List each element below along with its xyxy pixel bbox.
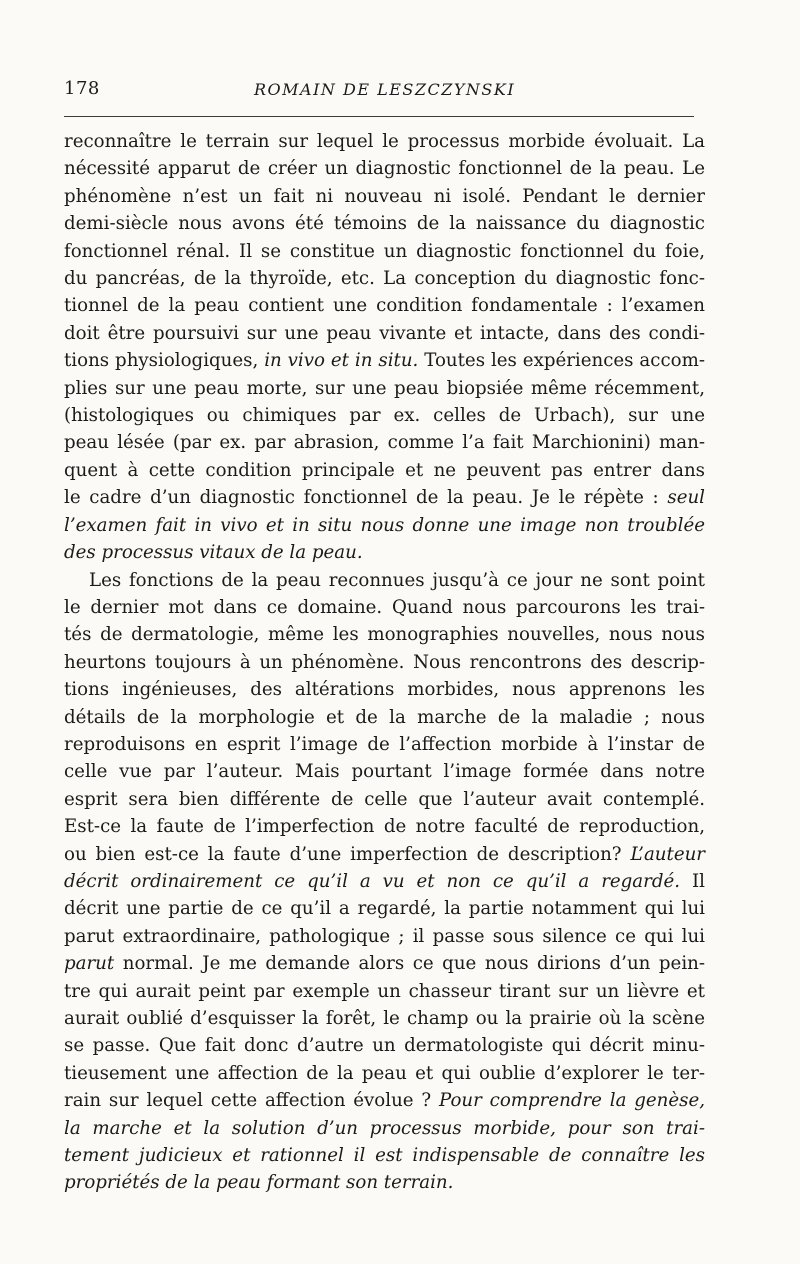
text-span: ou bien est-ce la faute d’une imperfection de description? bbox=[64, 843, 631, 865]
text-line: fonctionnel rénal. Il se constitue un diagnostic fonctionnel du foie, bbox=[64, 240, 705, 262]
page-number: 178 bbox=[64, 78, 100, 99]
text-line: se passe. Que fait donc d’autre un dermatologiste qui décrit minu- bbox=[64, 1035, 705, 1057]
text-line bbox=[64, 1115, 705, 1142]
text-line: tés de dermatologie, même les monographies nouvelles, nous nous bbox=[64, 624, 705, 646]
text-line bbox=[64, 950, 705, 977]
text-span: Il bbox=[680, 870, 705, 892]
text-line: reproduisons en esprit l’image de l’affection morbide à l’instar de bbox=[64, 733, 705, 755]
text-line: Les fonctions de la peau reconnues jusqu’à ce jour ne sont point bbox=[89, 569, 705, 591]
text-line bbox=[64, 539, 705, 566]
italic-span: seul bbox=[667, 487, 705, 509]
italic-span: tement judicieux et rationnel il est indispensable de connaître les bbox=[64, 1145, 705, 1167]
running-title: ROMAIN DE LESZCZYNSKI bbox=[254, 80, 516, 99]
text-span: tions physiologiques, bbox=[64, 350, 265, 372]
italic-span: in vivo et in situ. bbox=[264, 350, 419, 372]
text-line bbox=[64, 841, 705, 868]
text-line: tions ingénieuses, des altérations morbides, nous apprenons les bbox=[64, 679, 705, 701]
text-line bbox=[64, 868, 705, 895]
text-line: le dernier mot dans ce domaine. Quand nous parcourons les trai- bbox=[64, 596, 705, 618]
text-line: tieusement une affection de la peau et qui oublie d’explorer le ter- bbox=[64, 1062, 705, 1084]
text-line: demi-siècle nous avons été témoins de la naissance du diagnostic bbox=[64, 213, 705, 235]
text-line bbox=[64, 347, 705, 374]
text-line: détails de la morphologie et de la marche de la maladie ; nous bbox=[64, 706, 705, 728]
italic-span: L’auteur bbox=[630, 843, 705, 865]
text-span: le cadre d’un diagnostic fonctionnel de la peau. Je le répète : bbox=[64, 487, 668, 509]
text-line: parut extraordinaire, pathologique ; il passe sous silence ce qui lui bbox=[64, 925, 705, 947]
italic-span: la marche et la solution d’un processus morbide, pour son trai- bbox=[64, 1117, 705, 1139]
text-line: heurtons toujours à un phénomène. Nous rencontrons des descrip- bbox=[64, 651, 705, 673]
body-text bbox=[64, 128, 705, 1197]
text-line: du pancréas, de la thyroïde, etc. La conception du diagnostic fonc- bbox=[64, 268, 705, 290]
text-line: décrit une partie de ce qu’il a regardé, la partie notamment qui lui bbox=[64, 898, 705, 920]
text-line bbox=[64, 1142, 705, 1169]
text-line: nécessité apparut de créer un diagnostic fonctionnel de la peau. Le bbox=[64, 158, 705, 180]
text-line: aurait oublié d’esquisser la forêt, le champ ou la prairie où la scène bbox=[64, 1008, 705, 1029]
text-line: (histologiques ou chimiques par ex. celles de Urbach), sur une bbox=[64, 405, 705, 427]
text-line bbox=[64, 512, 705, 539]
text-span: Toutes les expériences accom- bbox=[418, 350, 705, 372]
italic-span: propriétés de la peau formant son terrain. bbox=[64, 1172, 454, 1194]
text-line: esprit sera bien différente de celle que l’auteur avait contemplé. bbox=[64, 788, 705, 810]
text-line bbox=[64, 1087, 705, 1114]
text-line bbox=[64, 484, 705, 511]
header-rule bbox=[64, 116, 694, 117]
text-line: tre qui aurait peint par exemple un chasseur tirant sur un lièvre et bbox=[64, 980, 705, 1002]
text-span: rain sur lequel cette affection évolue ? bbox=[64, 1090, 439, 1112]
italic-span: l’examen fait in vivo et in situ nous donne une image non troublée bbox=[64, 514, 705, 536]
italic-span: parut bbox=[64, 953, 115, 975]
text-line: doit être poursuivi sur une peau vivante et intacte, dans des condi- bbox=[64, 322, 705, 344]
italic-span: Pour comprendre la genèse, bbox=[438, 1090, 705, 1112]
running-head bbox=[64, 78, 694, 108]
text-line bbox=[64, 1169, 705, 1196]
italic-span: des processus vitaux de la peau. bbox=[64, 542, 363, 564]
text-line: Est-ce la faute de l’imperfection de notre faculté de reproduction, bbox=[64, 816, 705, 838]
italic-span: décrit ordinairement ce qu’il a vu et non ce qu’il a regardé. bbox=[64, 870, 681, 892]
text-line: peau lésée (par ex. par abrasion, comme l’a fait Marchionini) man- bbox=[64, 432, 705, 454]
text-line: reconnaître le terrain sur lequel le processus morbide évoluait. La bbox=[64, 131, 705, 152]
text-span: normal. Je me demande alors ce que nous dirions d’un pein- bbox=[114, 953, 705, 975]
text-line: phénomène n’est un fait ni nouveau ni isolé. Pendant le dernier bbox=[64, 185, 705, 207]
text-line: celle vue par l’auteur. Mais pourtant l’image formée dans notre bbox=[64, 761, 705, 783]
text-line: plies sur une peau morte, sur une peau biopsiée même récemment, bbox=[64, 377, 705, 399]
text-line: tionnel de la peau contient une condition fondamentale : l’examen bbox=[64, 295, 705, 317]
text-line: quent à cette condition principale et ne peuvent pas entrer dans bbox=[64, 459, 705, 481]
